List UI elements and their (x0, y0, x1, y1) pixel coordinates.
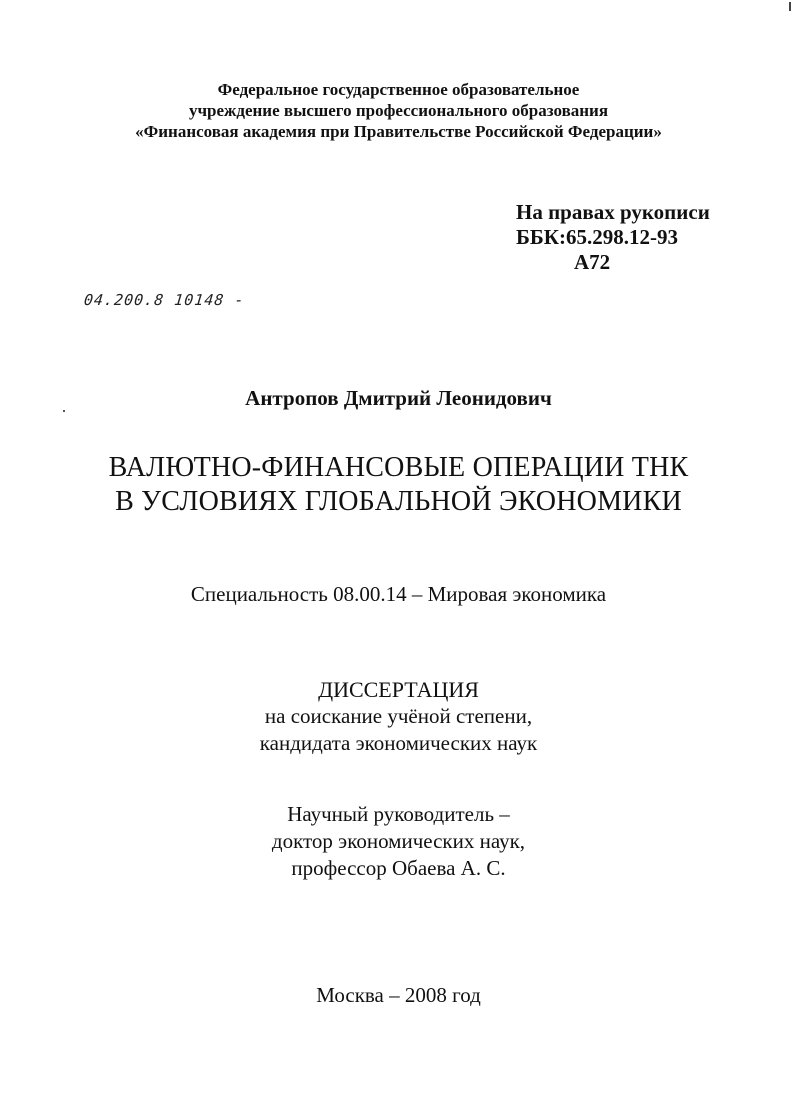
degree-line-1: на соискание учёной степени, (264, 704, 533, 728)
supervisor-line-2: доктор экономических наук, (271, 829, 526, 853)
dissertation-block (0, 676, 797, 757)
specialty: Специальность 08.00.14 – Мировая экономика (190, 582, 607, 606)
degree-line-2: кандидата экономических наук (259, 731, 538, 755)
scan-mark (789, 2, 791, 11)
institution-block (0, 79, 797, 142)
stamp-number: 04.200.8 10148 (83, 291, 226, 309)
supervisor-line-3: профессор Обаева А. С. (291, 856, 506, 880)
author-name: Антропов Дмитрий Леонидович (245, 386, 552, 410)
supervisor-line-1: Научный руководитель – (287, 802, 510, 826)
bbk-code: ББК:65.298.12-93 (516, 225, 678, 249)
manuscript-block (516, 200, 710, 275)
dissertation-heading: ДИССЕРТАЦИЯ (318, 677, 479, 702)
city-year: Москва – 2008 год (316, 983, 481, 1007)
stamp-dash: - (223, 291, 246, 309)
institution-line-2: учреждение высшего профессионального образования (188, 101, 609, 120)
dissertation-title (0, 451, 797, 519)
institution-line-3: «Финансовая академия при Правительстве Российской Федерации» (135, 122, 662, 141)
manuscript-rights: На правах рукописи (516, 200, 710, 224)
library-stamp (83, 291, 245, 309)
author-sign-code: А72 (574, 250, 611, 274)
title-line-1: ВАЛЮТНО-ФИНАНСОВЫЕ ОПЕРАЦИИ ТНК (108, 452, 689, 483)
title-line-2: В УСЛОВИЯХ ГЛОБАЛЬНОЙ ЭКОНОМИКИ (115, 486, 682, 517)
supervisor-block (0, 801, 797, 882)
institution-line-1: Федеральное государственное образовательное (217, 80, 580, 99)
